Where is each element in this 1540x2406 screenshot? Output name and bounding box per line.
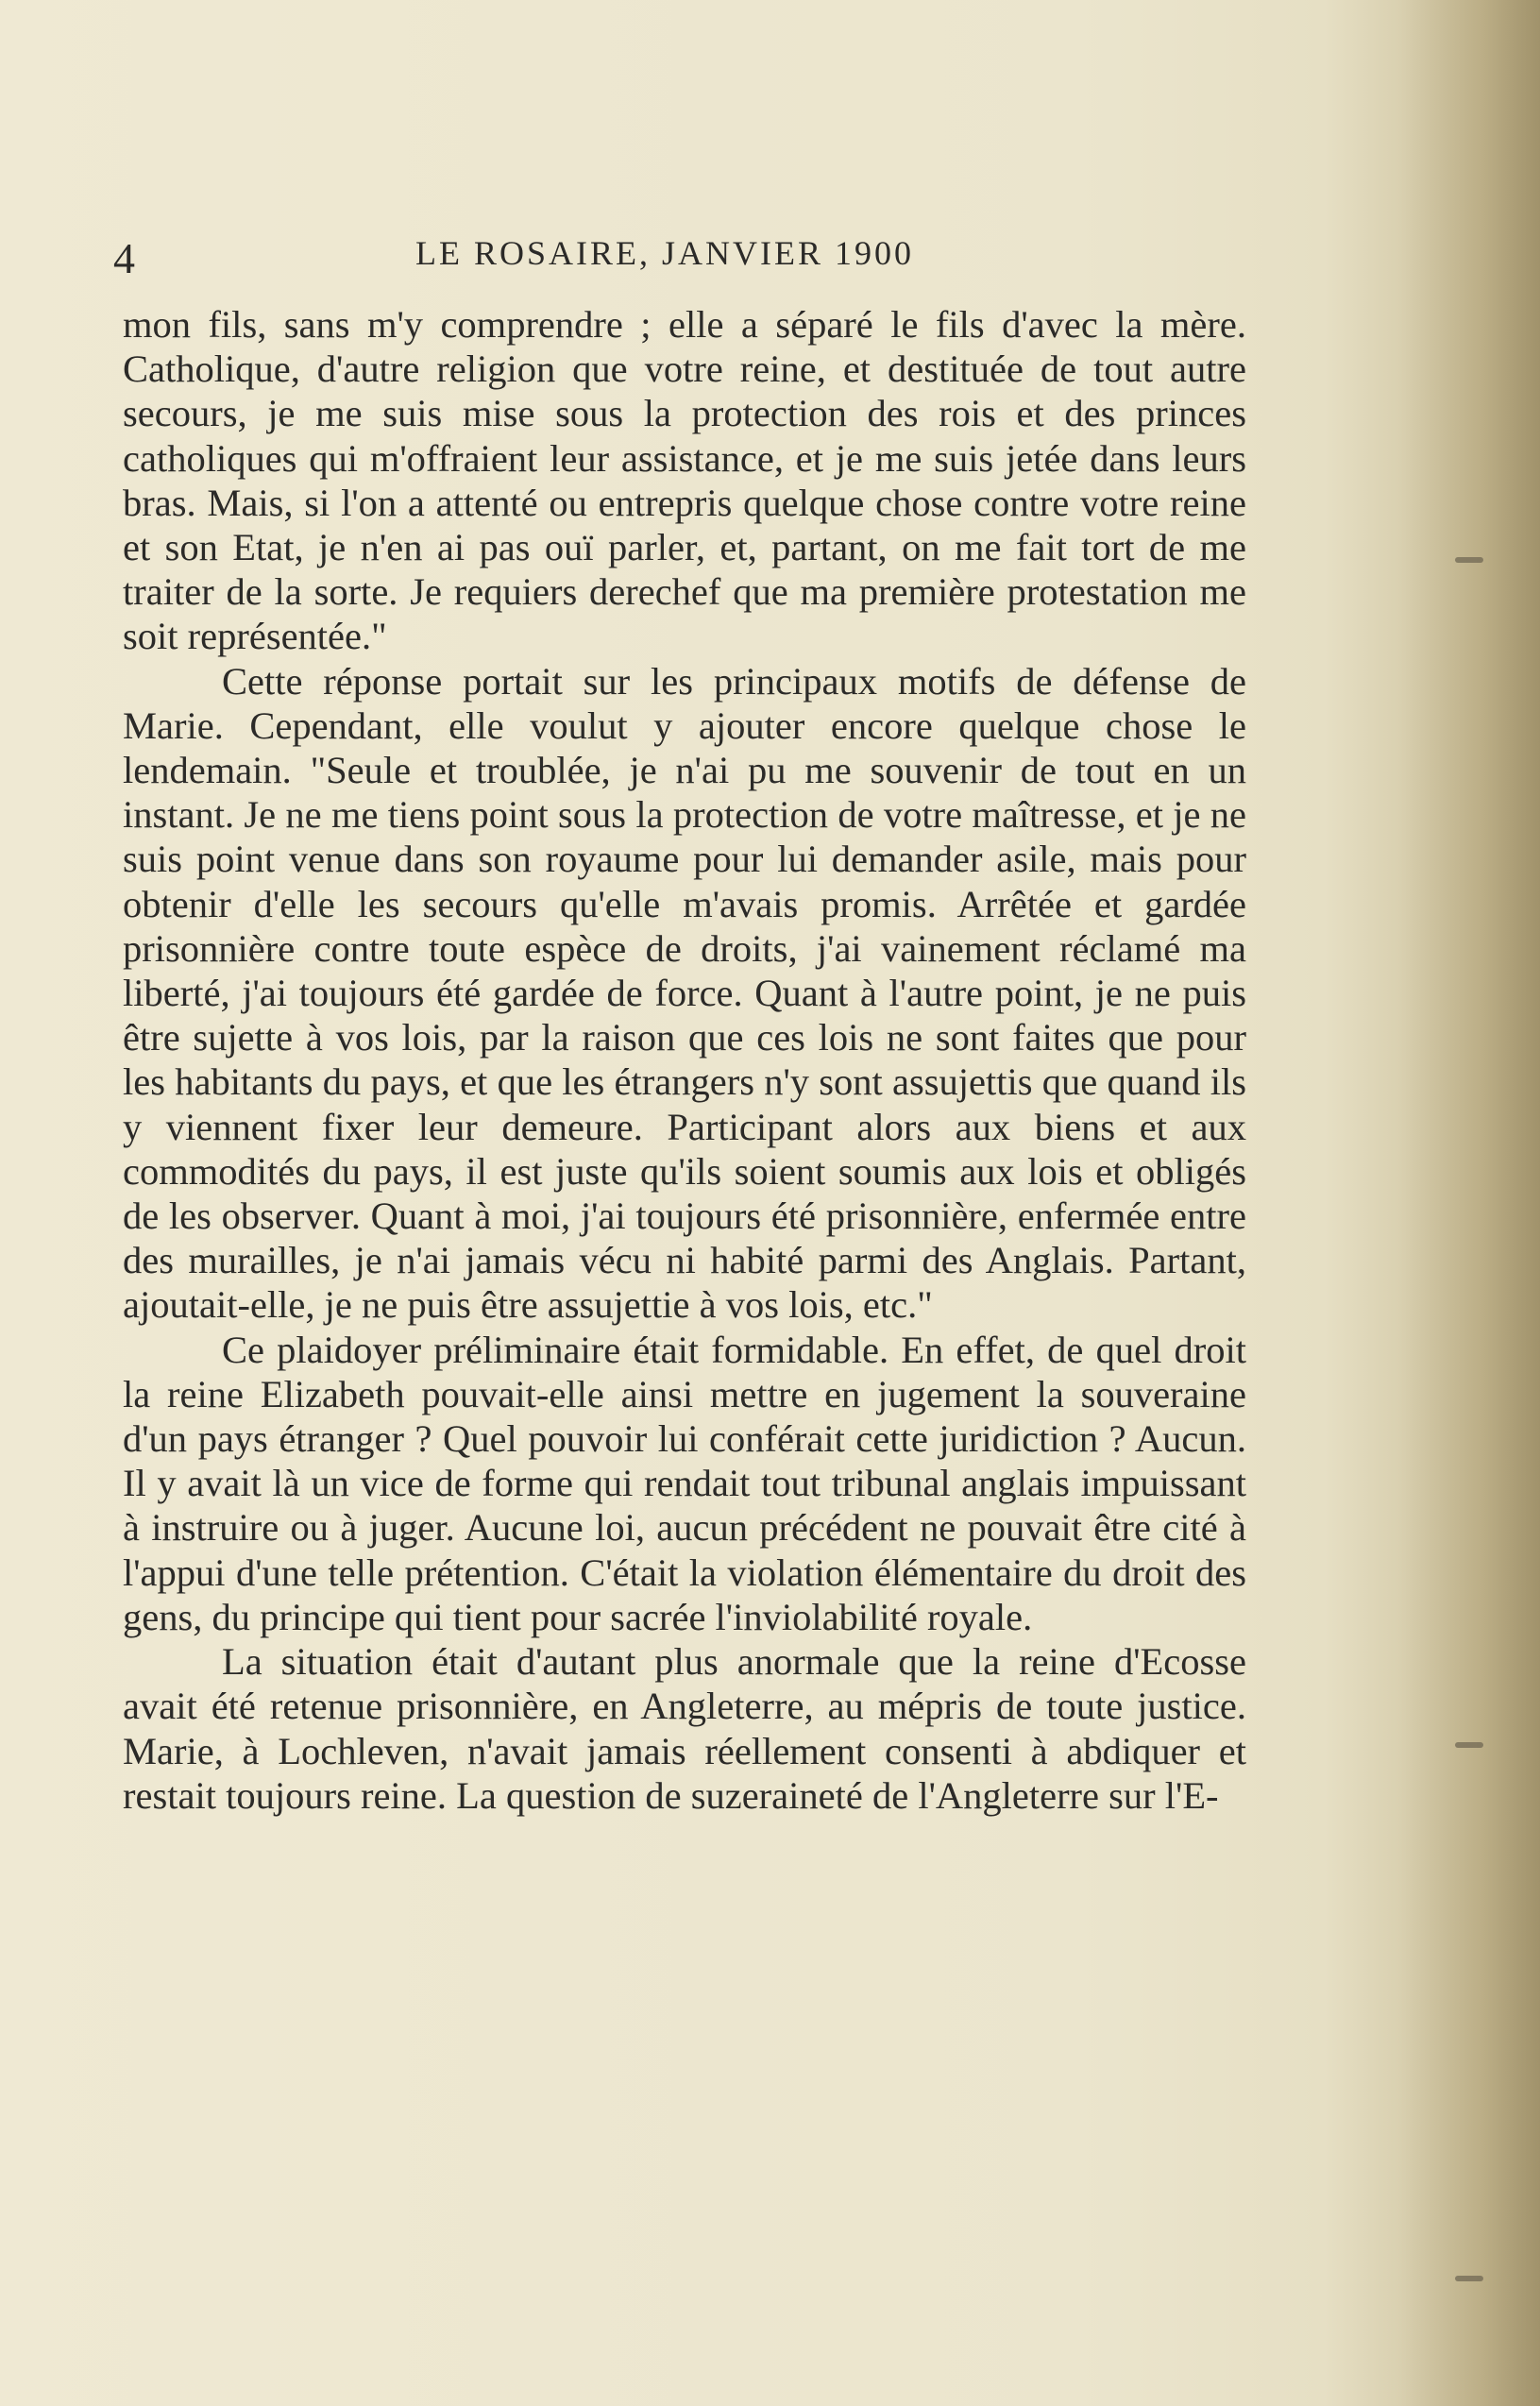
binding-mark — [1455, 1742, 1483, 1748]
body-text — [123, 302, 1246, 1818]
paragraph: Ce plaidoyer préliminaire était formidable. En effet, de quel droit la reine Elizabeth pouvait-elle ainsi mettre en jugement la souveraine d'un pays étranger ? Quel pouvoir lui conférait cette juridiction ? Aucun. Il y avait là un vice de forme qui rendait tout tribunal anglais impuissant à instruire ou à juger. Aucune loi, aucun précédent ne pouvait être cité à l'appui d'une telle prétention. C'était la violation élémentaire du droit des gens, du principe qui tient pour sacrée l'inviolabilité royale. — [123, 1328, 1246, 1638]
paragraph: La situation était d'autant plus anormale que la reine d'Ecosse avait été retenue prisonnière, en Angleterre, au mépris de toute justice. Marie, à Lochleven, n'avait jamais réellement consenti à abdiquer et restait toujours reine. La question de suzeraineté de l'Angleterre sur l'E- — [123, 1640, 1246, 1817]
paragraph: mon fils, sans m'y comprendre ; elle a séparé le fils d'avec la mère. Catholique, d'autre religion que votre reine, et destituée de tout autre secours, je me suis mise sous la protection des rois et des princes catholiques qui m'offraient leur assistance, et je me suis jetée dans leurs bras. Mais, si l'on a attenté ou entrepris quelque chose contre votre reine et son Etat, je n'en ai pas ouï parler, et, partant, on me fait tort de me traiter de la sorte. Je requiers derechef que ma première protestation me soit représentée." — [123, 303, 1246, 658]
running-head: LE ROSAIRE, JANVIER 1900 — [415, 234, 914, 272]
paragraph: Cette réponse portait sur les principaux motifs de défense de Marie. Cependant, elle voulut y ajouter encore quelque chose le lendemain. "Seule et troublée, je n'ai pu me souvenir de tout en un instant. Je ne me tiens point sous la protection de votre maîtresse, et je ne suis point venue dans son royaume pour lui demander asile, mais pour obtenir d'elle les secours qu'elle m'avais promis. Arrêtée et gardée prisonnière contre toute espèce de droits, j'ai vainement réclamé ma liberté, j'ai toujours été gardée de force. Quant à l'autre point, je ne puis être sujette à vos lois, par la raison que ces lois ne sont faites que pour les habitants du pays, et que les étrangers n'y sont assujettis que quand ils y viennent fixer leur demeure. Participant alors aux biens et aux commodités du pays, il est juste qu'ils soient soumis aux lois et obligés de les observer. Quant à moi, j'ai toujours été prisonnière, enfermée entre des murailles, je n'ai jamais vécu ni habité parmi des Anglais. Partant, ajoutait-elle, je ne puis être assujettie à vos lois, etc." — [123, 659, 1246, 1327]
page-edge-shadow — [1398, 0, 1540, 2406]
binding-mark — [1455, 2276, 1483, 2281]
page-header — [113, 233, 944, 290]
page-number: 4 — [113, 234, 136, 282]
binding-mark — [1455, 557, 1483, 563]
